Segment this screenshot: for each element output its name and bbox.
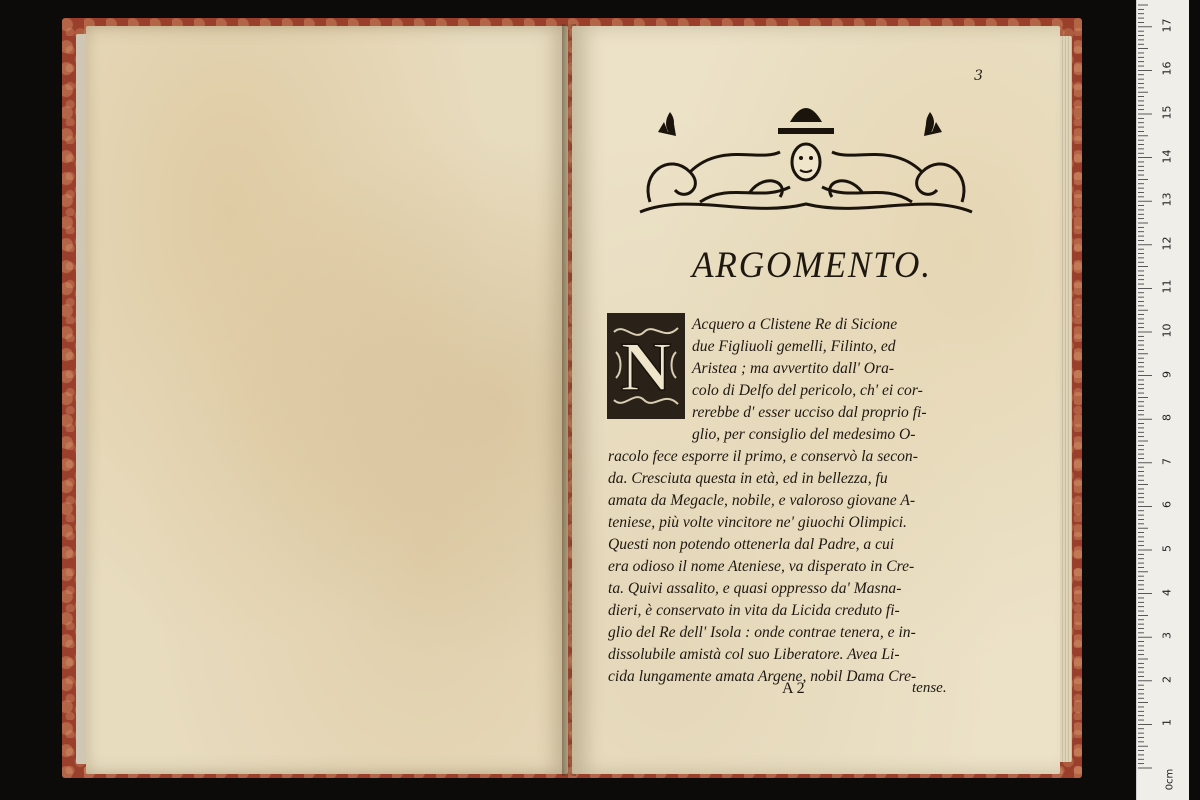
text-line: Questi non potendo ottenerla dal Padre, a cui [608,536,895,553]
text-line: glio, per consiglio del medesimo O- [692,426,916,443]
text-line: ta. Quivi assalito, e quasi oppresso da' Masna- [608,580,902,597]
ruler-label: 15 [1160,105,1174,120]
text-line: amata da Megacle, nobile, e valoroso giovane A- [608,492,916,509]
text-line: glio del Re dell' Isola : onde contrae tenera, e in- [608,624,916,641]
ruler-label: 4 [1160,588,1174,596]
page-number: 3 [974,68,983,84]
text-line: racolo fece esporre il primo, e conservò la secon- [608,448,918,465]
ruler-label: 2 [1160,675,1174,683]
left-page-blank [86,26,568,774]
text-line: Aristea ; ma avvertito dall' Ora- [692,360,895,377]
ruler-label: 9 [1160,370,1174,378]
ruler-label: 5 [1160,545,1174,552]
right-page [572,26,1060,774]
ruler-label: 1 [1160,719,1174,727]
ruler-label: 16 [1160,61,1174,76]
ruler-label: 7 [1160,457,1174,465]
ruler-label: 10 [1160,323,1174,338]
text-line: colo di Delfo del pericolo, ch' ei cor- [692,382,923,399]
ruler-unit-label: 0cm [1164,768,1176,791]
ruler-label: 11 [1160,279,1174,294]
measurement-ruler [1136,0,1189,800]
text-line: dissolubile amistà col suo Liberatore. Avea Li- [608,646,900,663]
ruler-label: 6 [1160,501,1174,509]
ornamental-headpiece [630,92,982,218]
text-line: dieri, è conservato in vita da Licida creduto fi- [608,602,900,619]
text-line: rerebbe d' esser ucciso dal proprio fi- [692,404,927,421]
ruler-label: 17 [1160,18,1174,33]
text-line: era odioso il nome Ateniese, va disperato in Cre- [608,558,915,575]
text-line: da. Cresciuta questa in età, ed in bellezza, fu [608,470,888,487]
ruler-label: 13 [1160,192,1174,207]
drop-cap-letter: N [620,329,672,406]
text-line: cida lungamente amata Argene, nobil Dama Cre- [608,668,917,685]
ruler-label: 12 [1160,236,1174,251]
text-line: due Figliuoli gemelli, Filinto, ed [692,338,896,355]
body-text [608,314,1000,688]
section-title: ARGOMENTO. [692,245,932,286]
signature-mark: A 2 [782,680,805,697]
ruler-label: 14 [1160,149,1174,164]
catchword: tense. [912,680,947,696]
text-line: Acquero a Clistene Re di Sicione [692,316,898,333]
text-line: teniese, più volte vincitore ne' giuochi Olimpici. [608,514,907,531]
ruler-label: 8 [1160,414,1174,422]
ruler-label: 3 [1160,632,1174,640]
